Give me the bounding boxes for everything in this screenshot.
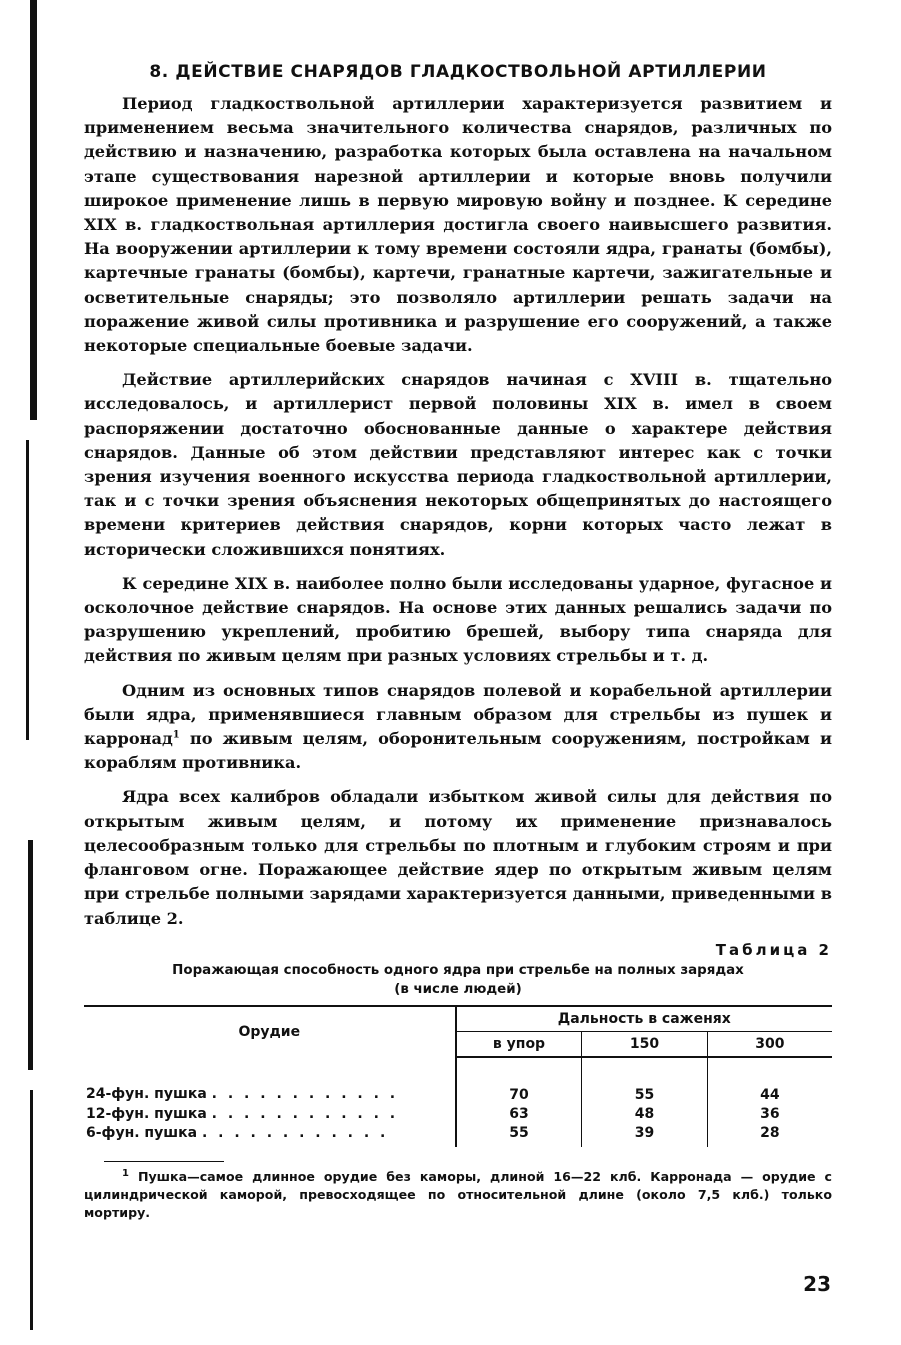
table-caption-line-1: Поражающая способность одного ядра при стрельбе на полных зарядах	[172, 962, 744, 978]
scan-binding-mark	[28, 840, 33, 1070]
column-header-150: 150	[582, 1031, 707, 1057]
paragraph-4	[84, 679, 832, 776]
table-row	[84, 1057, 832, 1105]
page-number: 23	[803, 1272, 831, 1296]
column-header-300: 300	[707, 1031, 832, 1057]
table-cell-weapon	[84, 1105, 456, 1124]
table-cell: 55	[456, 1124, 582, 1147]
column-header-point-blank: в упор	[456, 1031, 582, 1057]
table-caption	[84, 961, 832, 999]
table-cell: 70	[456, 1057, 582, 1105]
footnote-marker: 1	[122, 1167, 129, 1179]
table-caption-line-2: (в числе людей)	[394, 981, 522, 997]
table-cell: 36	[760, 1105, 780, 1122]
paragraph-4-tail: по живым целям, оборонительным сооружениям, постройкам и кораблям противника.	[84, 729, 832, 773]
table-cell: 55	[582, 1057, 707, 1105]
damage-table	[84, 1005, 832, 1147]
table-cell: 28	[760, 1124, 780, 1141]
footnote-text: Пушка—самое длинное орудие без каморы, длиной 16—22 клб. Карронада — орудие с цилиндрической каморой, превосходящее по относительной длине (около 7,5 клб.) только мортиру.	[84, 1168, 832, 1220]
table-row	[84, 1105, 832, 1124]
table-cell-weapon	[84, 1057, 456, 1105]
table-cell: 39	[582, 1124, 707, 1147]
paragraph-5: Ядра всех калибров обладали избытком живой силы для действия по открытым живым целям, и потому их применение признавалось целесообразным только для стрельбы по плотным и глубоким строям и при фланговом огне. Поражающее действие ядер по открытым живым целям при стрельбе полными зарядами характеризуется данными, приведенными в таблице 2.	[84, 787, 832, 928]
table-row	[84, 1124, 832, 1147]
weapon-name: 12-фун. пушка	[86, 1105, 207, 1122]
table-cell: 63	[456, 1105, 582, 1124]
table-label: Таблица 2	[715, 940, 832, 959]
page-content	[84, 62, 832, 1222]
footnote-reference: 1	[172, 729, 180, 741]
weapon-name: 6-фун. пушка	[86, 1124, 198, 1141]
table-cell: 48	[582, 1105, 707, 1124]
section-heading: 8. ДЕЙСТВИЕ СНАРЯДОВ ГЛАДКОСТВОЛЬНОЙ АРТИЛЛЕРИИ	[149, 62, 767, 82]
weapon-name: 24-фун. пушка	[86, 1086, 207, 1103]
table-cell-weapon	[84, 1124, 456, 1147]
column-header-range-group: Дальность в саженях	[456, 1006, 832, 1032]
paragraph-1: Период гладкоствольной артиллерии характеризуется развитием и применением весьма значительного количества снарядов, различных по действию и назначению, разработка которых была оставлена на начальном этапе существования нарезной артиллерии и которые вновь получили широкое применение лишь в первую мировую войну и позднее. К середине XIX в. гладкоствольная артиллерия достигла своего наивысшего развития. На вооружении артиллерии к тому времени состояли ядра, гранаты (бомбы), картечные гранаты (бомбы), картечи, гранатные картечи, зажигательные и осветительные снаряды; это позволяло артиллерии решать задачи на поражение живой силы противника и разрушение его сооружений, а также некоторые специальные боевые задачи.	[84, 94, 832, 356]
scan-binding-mark	[30, 1090, 33, 1330]
scan-binding-mark	[26, 440, 29, 740]
scan-binding-mark	[30, 0, 37, 420]
paragraph-3: К середине XIX в. наиболее полно были исследованы ударное, фугасное и осколочное действие снарядов. На основе этих данных решались задачи по разрушению укреплений, пробитию брешей, выбору типа снаряда для действия по живым целям при разных условиях стрельбы и т. д.	[84, 573, 832, 666]
table-cell: 44	[760, 1086, 780, 1103]
paragraph-2: Действие артиллерийских снарядов начиная с XVIII в. тщательно исследовалось, и артиллерист первой половины XIX в. имел в своем распоряжении достаточно обоснованные данные о характере действия снарядов. Данные об этом действии представляют интерес как с точки зрения изучения военного искусства периода гладкоствольной артиллерии, так и с точки зрения объяснения некоторых общепринятых до настоящего времени критериев действия снарядов, корни которых часто лежат в исторически сложившихся понятиях.	[84, 370, 832, 559]
leader-dots: . . . . . . . . . . . .	[211, 1105, 399, 1122]
footnote	[84, 1168, 832, 1222]
paragraph-4-text: Одним из основных типов снарядов полевой и корабельной артиллерии были ядра, применявшиеся главным образом для стрельбы из пушек и карронад	[84, 680, 832, 749]
leader-dots: . . . . . . . . . . . .	[211, 1086, 399, 1103]
column-header-weapon: Орудие	[84, 1006, 456, 1057]
footnote-divider	[104, 1161, 224, 1162]
leader-dots: . . . . . . . . . . . .	[201, 1124, 389, 1141]
